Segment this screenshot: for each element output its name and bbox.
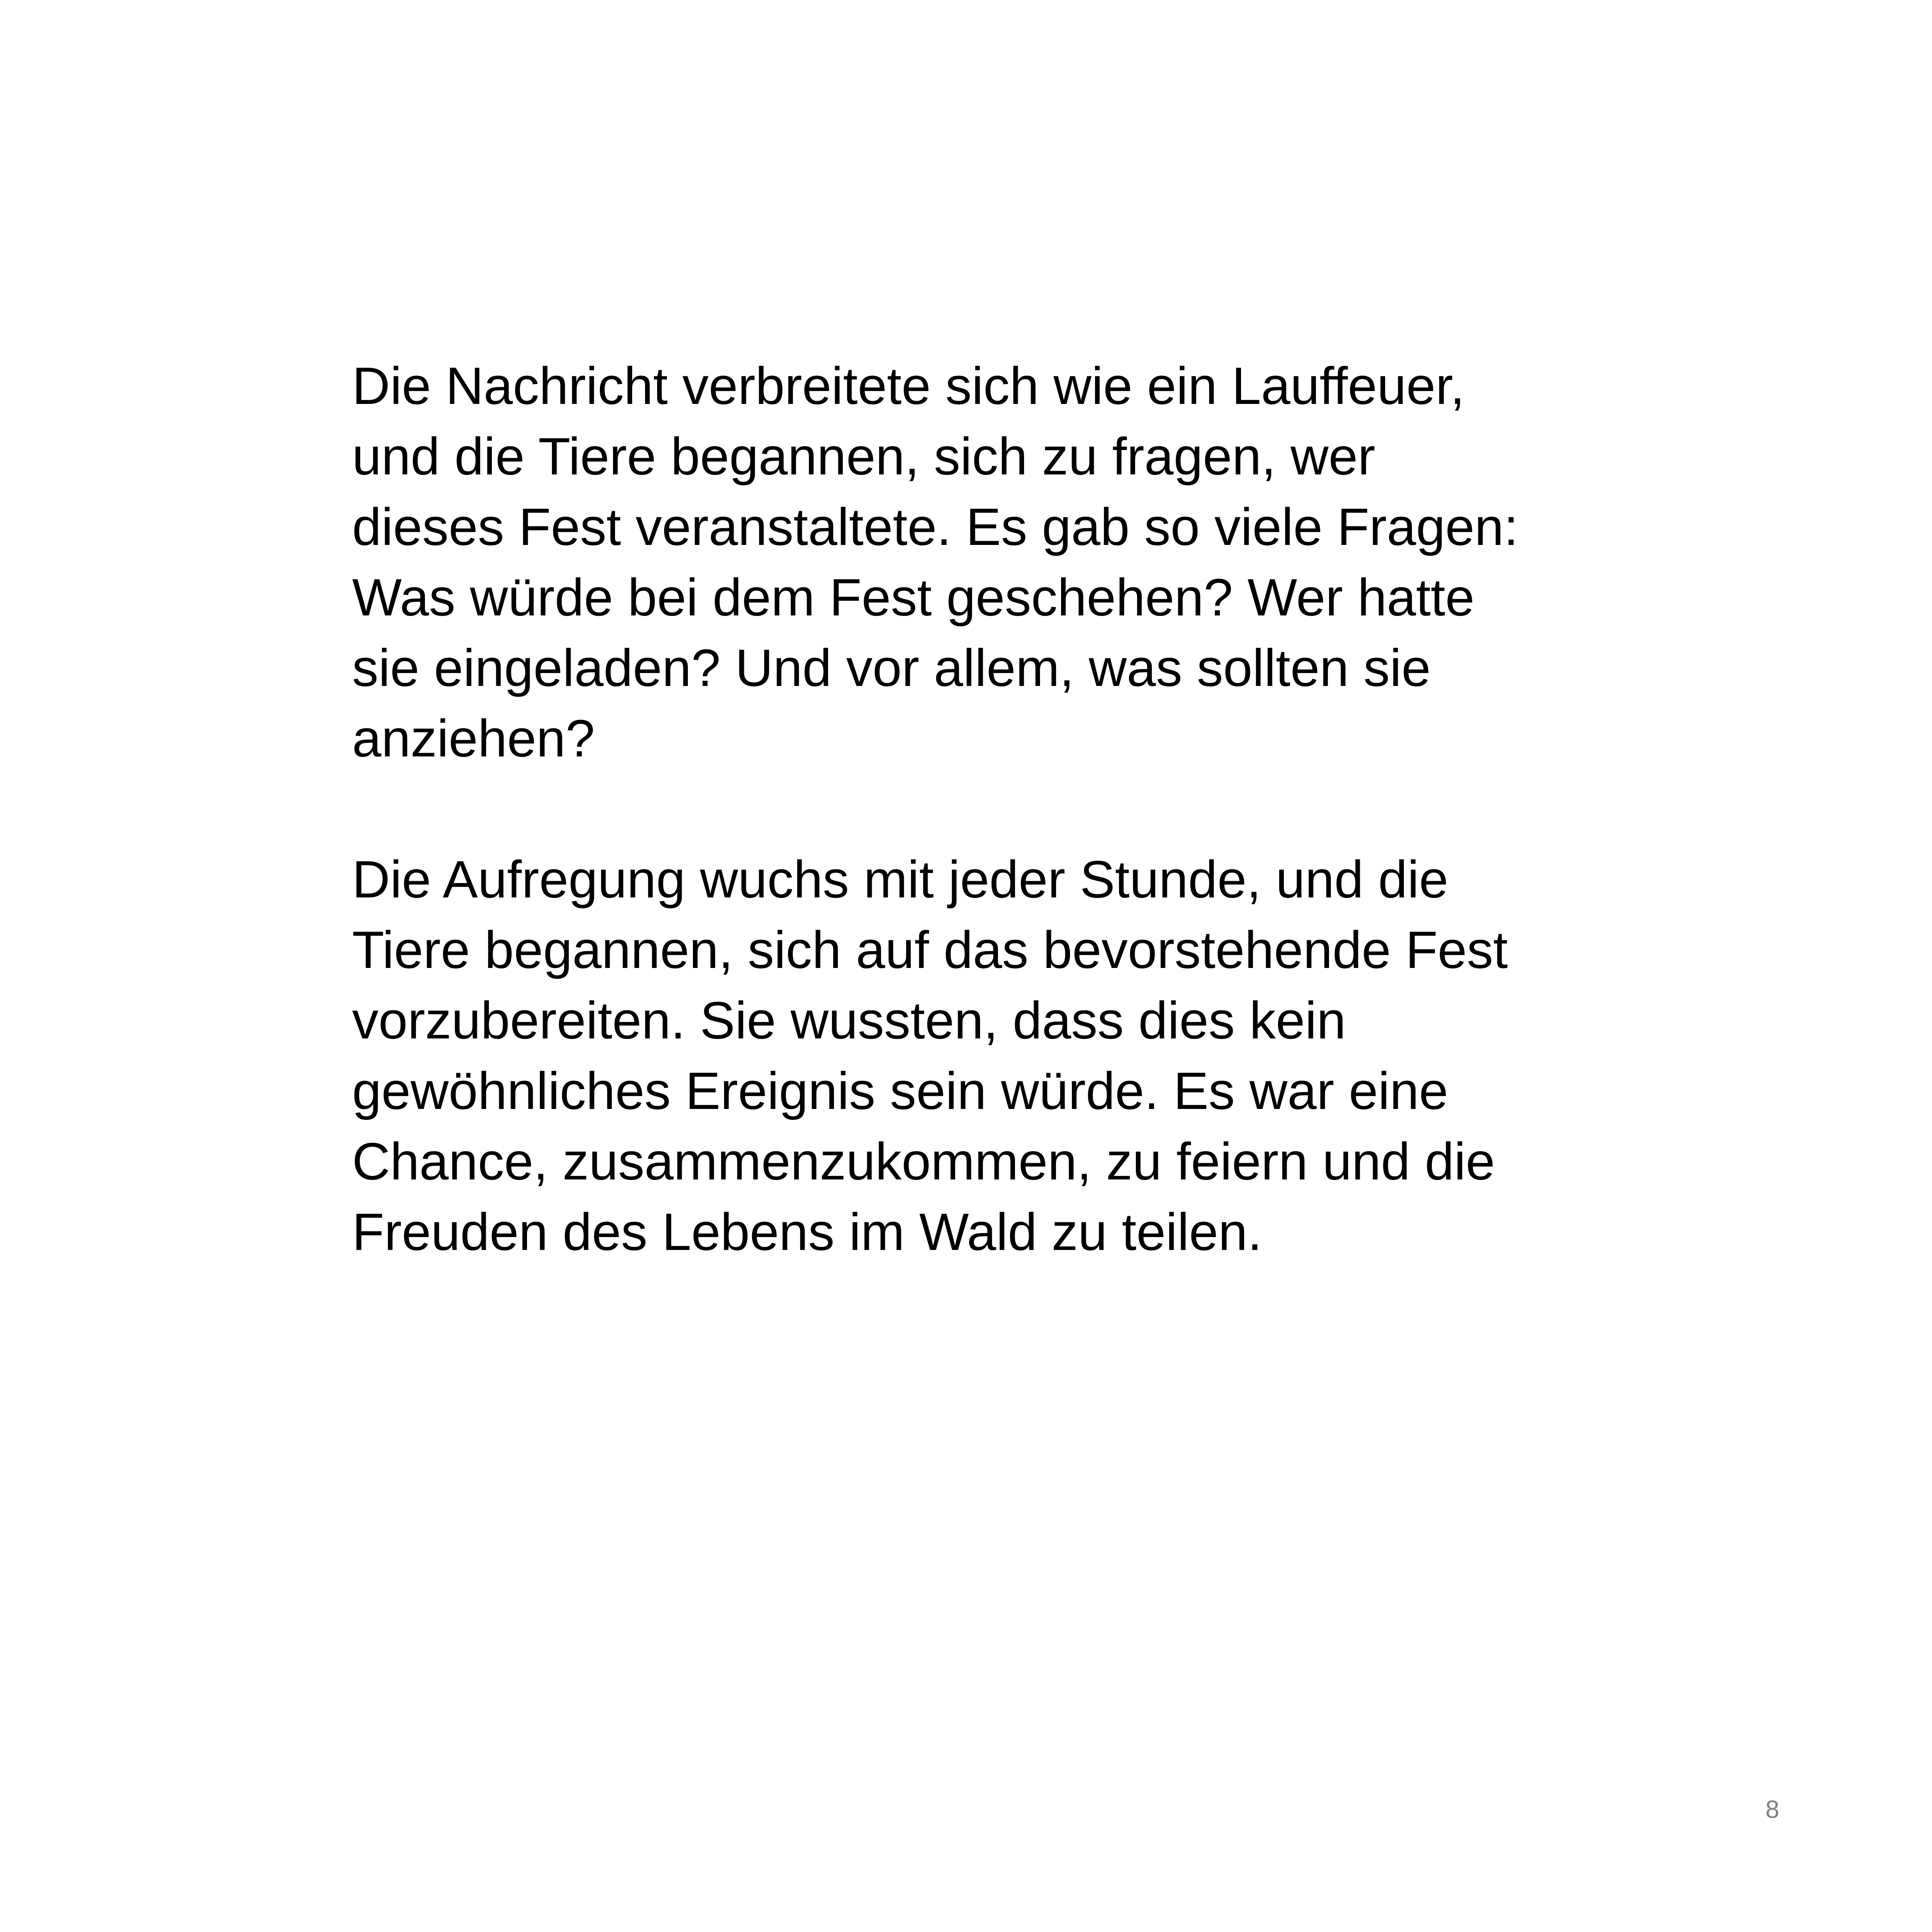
- text-line: Die Nachricht verbreitete sich wie ein Lauffeuer,: [352, 356, 1465, 415]
- text-line: Freuden des Lebens im Wald zu teilen.: [352, 1202, 1262, 1261]
- paragraph-2: [352, 844, 1614, 1267]
- text-line: vorzubereiten. Sie wussten, dass dies kein: [352, 991, 1346, 1050]
- text-line: Tiere begannen, sich auf das bevorstehende Fest: [352, 920, 1508, 979]
- body-text: [352, 351, 1614, 1267]
- paragraph-1: [352, 351, 1614, 774]
- text-line: dieses Fest veranstaltete. Es gab so viele Fragen:: [352, 497, 1519, 556]
- text-line: sie eingeladen? Und vor allem, was sollten sie: [352, 638, 1431, 697]
- text-line: Chance, zusammenzukommen, zu feiern und die: [352, 1132, 1495, 1191]
- page-number: 8: [1765, 1795, 1779, 1823]
- text-line: anziehen?: [352, 709, 595, 768]
- text-line: gewöhnliches Ereignis sein würde. Es war eine: [352, 1061, 1448, 1120]
- text-line: Die Aufregung wuchs mit jeder Stunde, und die: [352, 850, 1449, 909]
- text-line: und die Tiere begannen, sich zu fragen, wer: [352, 427, 1375, 486]
- text-line: Was würde bei dem Fest geschehen? Wer hatte: [352, 568, 1475, 627]
